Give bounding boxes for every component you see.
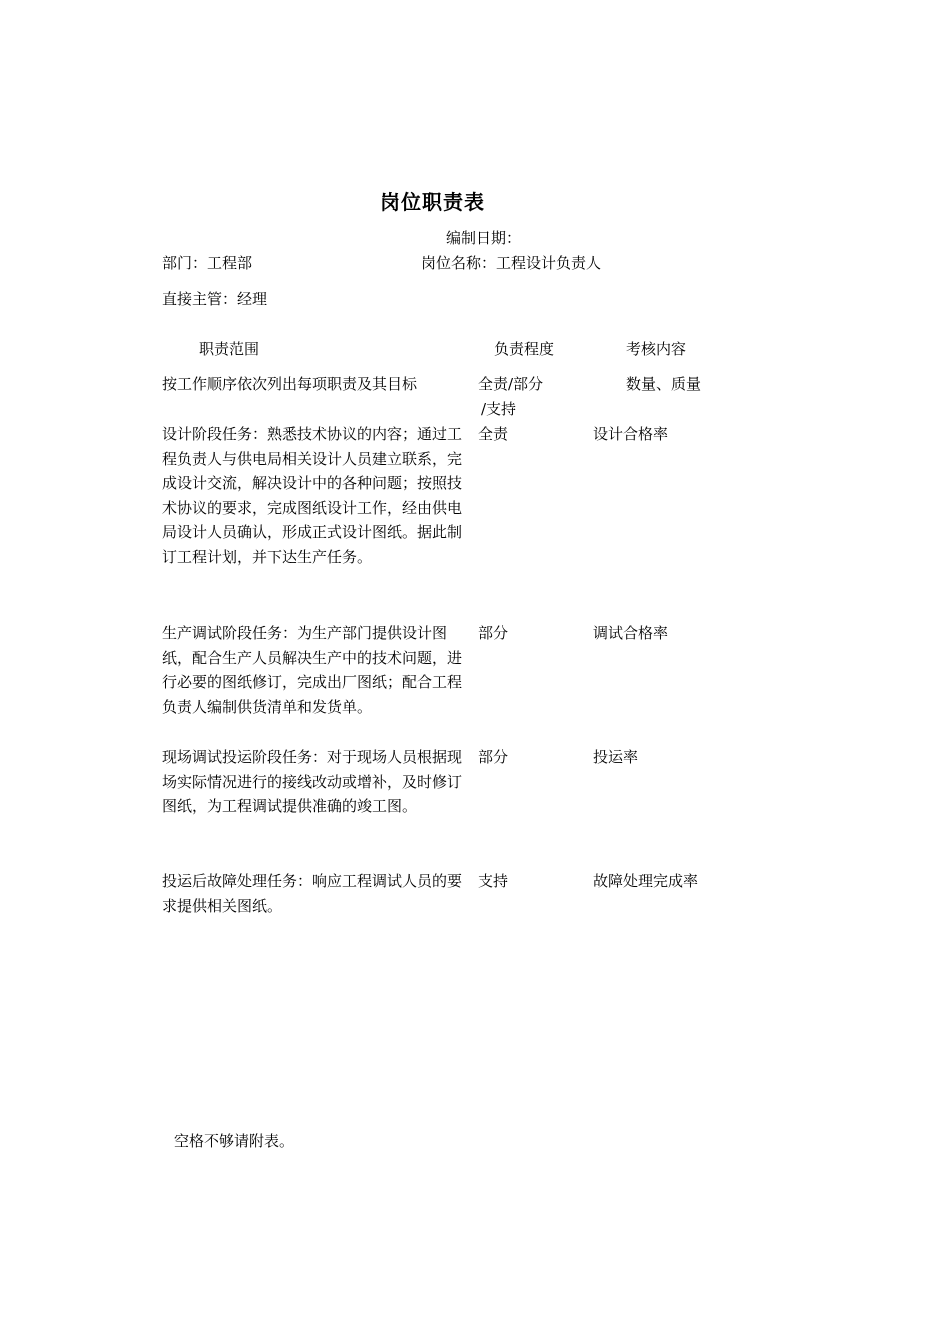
- date-label: 编制日期：: [446, 229, 522, 247]
- row-4-assessment: 故障处理完成率: [593, 872, 699, 890]
- page-title: 岗位职责表: [380, 190, 485, 214]
- footer-note: 空格不够请附表。: [174, 1132, 295, 1150]
- row-2-scope: 生产调试阶段任务：为生产部门提供设计图纸，配合生产人员解决生产中的技术问题，进行必要的图纸修订，完成出厂图纸；配合工程负责人编制供货清单和发货单。: [162, 624, 463, 716]
- row-0-assessment: 数量、质量: [626, 375, 702, 393]
- header-degree: 负责程度: [494, 340, 555, 358]
- row-3-degree: 部分: [478, 748, 509, 766]
- supervisor-field: 直接主管：经理: [162, 290, 268, 308]
- header-assessment: 考核内容: [626, 340, 687, 358]
- row-3-scope: 现场调试投运阶段任务：对于现场人员根据现场实际情况进行的接线改动或增补，及时修订图纸，为工程调试提供准确的竣工图。: [162, 748, 463, 816]
- row-4-scope: 投运后故障处理任务：响应工程调试人员的要求提供相关图纸。: [162, 872, 463, 915]
- department-field: 部门：工程部: [162, 254, 253, 272]
- row-3-assessment: 投运率: [593, 748, 639, 766]
- row-2-assessment: 调试合格率: [593, 624, 669, 642]
- row-4-degree: 支持: [478, 872, 509, 890]
- row-0-degree-line-2: /支持: [481, 400, 517, 418]
- row-0-degree-line-1: 全责/部分: [478, 375, 544, 393]
- row-1-scope: 设计阶段任务：熟悉技术协议的内容；通过工程负责人与供电局相关设计人员建立联系，完成设计交流，解决设计中的各种问题；按照技术协议的要求，完成图纸设计工作，经由供电局设计人员确认，形成正式设计图纸。据此制订工程计划，并下达生产任务。: [162, 425, 463, 566]
- row-0-scope: 按工作顺序依次列出每项职责及其目标: [162, 375, 418, 393]
- position-field: 岗位名称：工程设计负责人: [421, 254, 602, 272]
- row-2-degree: 部分: [478, 624, 509, 642]
- row-1-assessment: 设计合格率: [593, 425, 669, 443]
- header-scope: 职责范围: [199, 340, 260, 358]
- row-1-degree: 全责: [478, 425, 509, 443]
